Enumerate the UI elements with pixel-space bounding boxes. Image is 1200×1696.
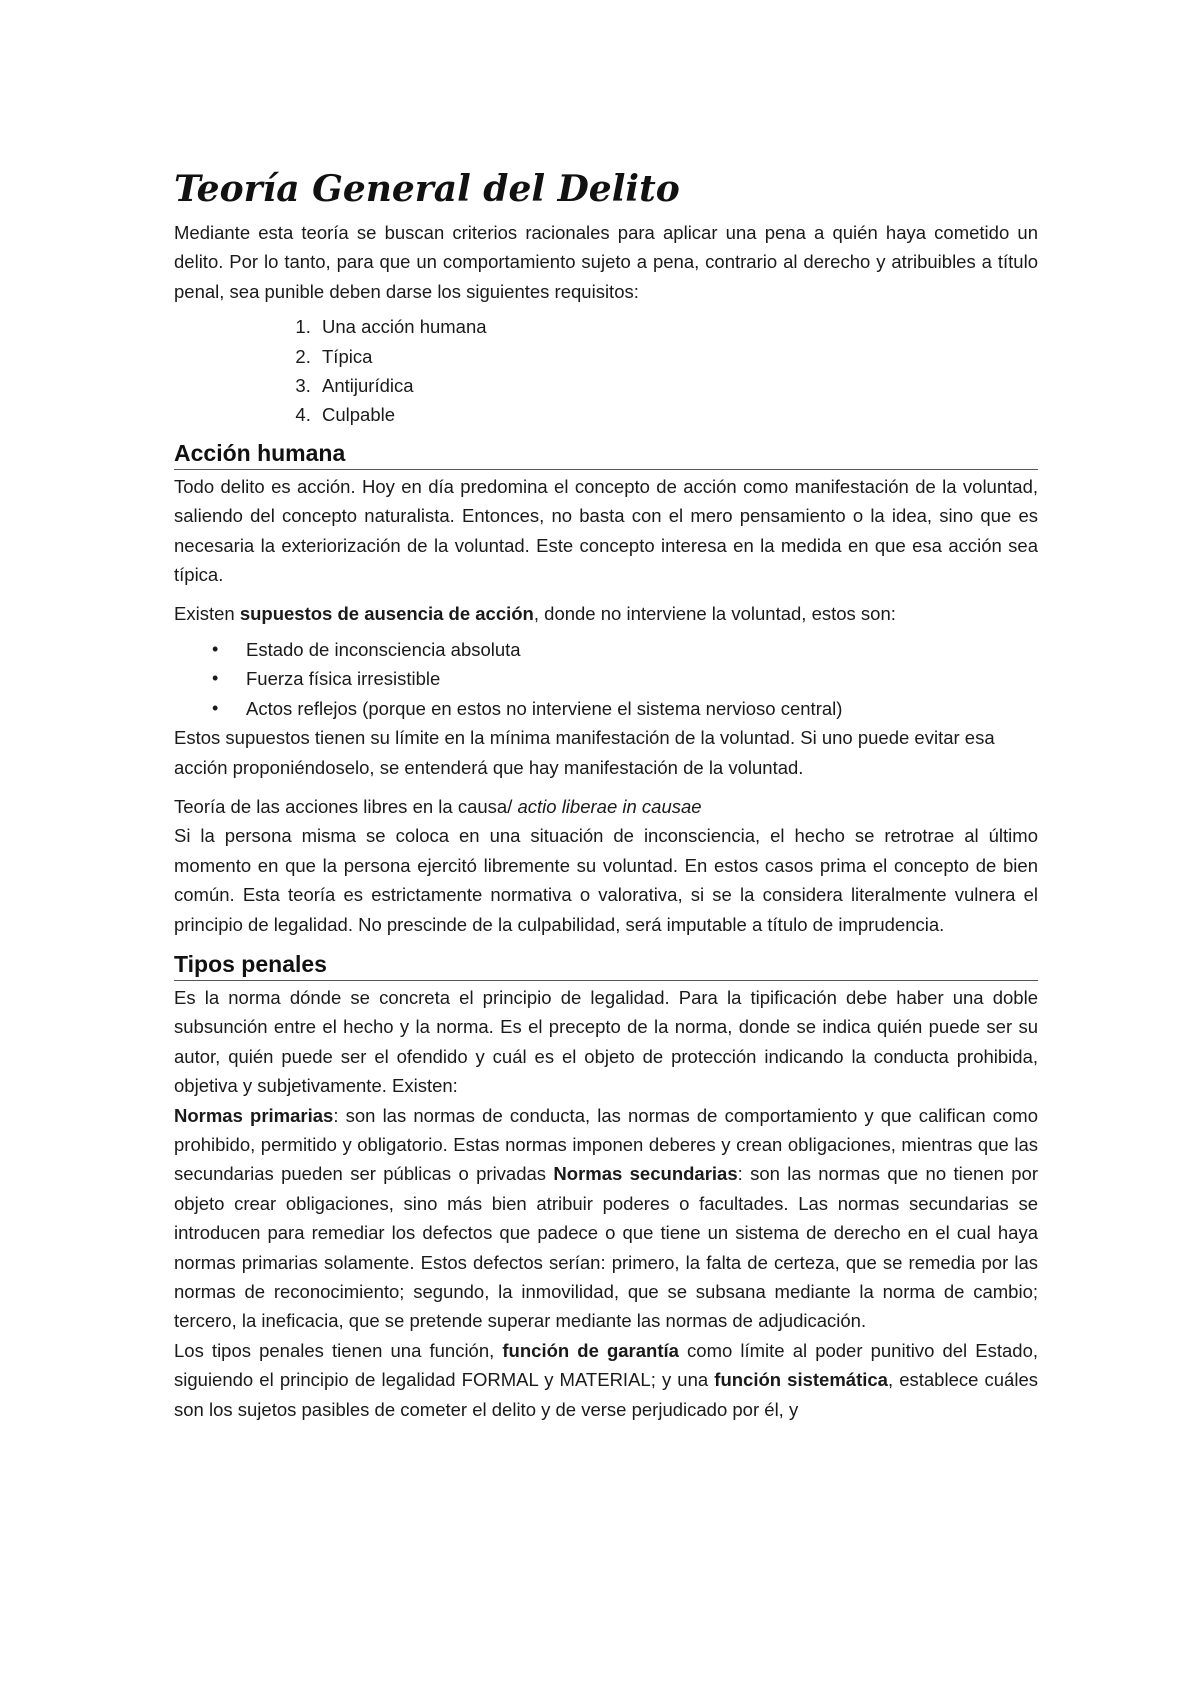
accion-paragraph-1: Todo delito es acción. Hoy en día predomina el concepto de acción como manifestación de la voluntad, saliendo del concepto naturalista. Entonces, no basta con el mero pensamiento o la idea, sino que es necesaria la exteriorización de la voluntad. Este concepto interesa en la medida en que esa acción sea típica. [174, 475, 1038, 586]
absence-of-action-list [174, 635, 1038, 723]
list-item-text: Estado de inconsciencia absoluta [246, 638, 521, 660]
list-item [212, 694, 1038, 723]
accion-paragraph-3: Estos supuestos tienen su límite en la mínima manifestación de la voluntad. Si uno puede evitar esa acción proponiéndoselo, se entenderá que hay manifestación de la voluntad. [174, 727, 995, 778]
requirement-item: 2. Típica [316, 342, 1038, 371]
requirement-item: 1. Una acción humana [316, 312, 1038, 341]
list-item-text: Actos reflejos (porque en estos no interviene el sistema nervioso central) [246, 697, 843, 719]
bold-term: supuestos de ausencia de acción [239, 603, 534, 625]
bullet-icon: • [212, 697, 219, 718]
text-run: como límite al poder punitivo del Estado, siguiendo el principio de legalidad FORMAL y MATERIAL; y una [174, 1339, 1038, 1391]
text-run: , establece cuáles son los sujetos pasibles de cometer el delito y de verse perjudicado por él, y [174, 1369, 1038, 1420]
bold-term: Normas primarias [174, 1104, 334, 1126]
list-item [212, 635, 1038, 664]
list-item [212, 664, 1038, 693]
requirements-list [174, 312, 1038, 430]
italic-term: actio liberae in causae [517, 795, 702, 817]
tipos-paragraph-3 [174, 1336, 1038, 1424]
list-item-text: Fuerza física irresistible [246, 668, 441, 690]
section-heading-accion: Acción humana [174, 438, 1038, 470]
bullet-icon: • [212, 638, 219, 659]
text-run: Existen [174, 603, 240, 625]
bold-term: función de garantía [502, 1339, 679, 1361]
bullet-icon: • [212, 668, 219, 689]
intro-paragraph: Mediante esta teoría se buscan criterios racionales para aplicar una pena a quién haya cometido un delito. Por lo tanto, para que un comportamiento sujeto a pena, contrario al derecho y atribuibles a título penal, sea punible deben darse los siguientes requisitos: [174, 222, 1038, 302]
requirement-item: 4. Culpable [316, 400, 1038, 429]
text-run: : son las normas que no tienen por objeto crear obligaciones, sino más bien atribuir poderes o facultades. Las normas secundarias se introducen para remediar los defectos que padece o que tiene un sistema de derecho en el cual haya normas primarias solamente. Estos defectos serían: primero, la falta de certeza, que se remedia por las normas de reconocimiento; segundo, la inmovilidad, que se subsana mediante la norma de cambio; tercero, la ineficacia, que se pretende superar mediante las normas de adjudicación. [174, 1163, 1038, 1332]
accion-paragraph-4: Si la persona misma se coloca en una situación de inconsciencia, el hecho se retrotrae al último momento en que la persona ejercitó libremente su voluntad. En estos casos prima el concepto de bien común. Esta teoría es estrictamente normativa o valorativa, si se la considera literalmente vulnera el principio de legalidad. No prescinde de la culpabilidad, será imputable a título de imprudencia. [174, 825, 1038, 935]
document-title: Teoría General del Delito [174, 168, 680, 210]
text-run: Teoría de las acciones libres en la causa/ [174, 795, 518, 817]
section-heading-tipos: Tipos penales [174, 949, 1038, 981]
tipos-paragraph-2 [174, 1101, 1038, 1336]
document-body [174, 168, 1038, 1424]
text-run: : son las normas de conducta, las normas de comportamiento y que califican como prohibido, permitido y obligatorio. Estas normas imponen deberes y crean obligaciones, mientras que las secundarias pueden ser públicas o privadas [174, 1104, 1038, 1185]
bold-term: Normas secundarias [553, 1163, 738, 1185]
subheading-actio-libera [174, 792, 1038, 821]
bold-term: función sistemática [714, 1369, 888, 1391]
requirement-item: 3. Antijurídica [316, 371, 1038, 400]
text-run: , donde no interviene la voluntad, estos son: [533, 603, 896, 625]
text-run: Los tipos penales tienen una función, [174, 1339, 503, 1361]
tipos-paragraph-1: Es la norma dónde se concreta el principio de legalidad. Para la tipificación debe haber una doble subsunción entre el hecho y la norma. Es el precepto de la norma, donde se indica quién puede ser su autor, quién puede ser el ofendido y cuál es el objeto de protección indicando la conducta prohibida, objetiva y subjetivamente. Existen: [174, 986, 1038, 1097]
accion-paragraph-2 [174, 599, 1038, 628]
